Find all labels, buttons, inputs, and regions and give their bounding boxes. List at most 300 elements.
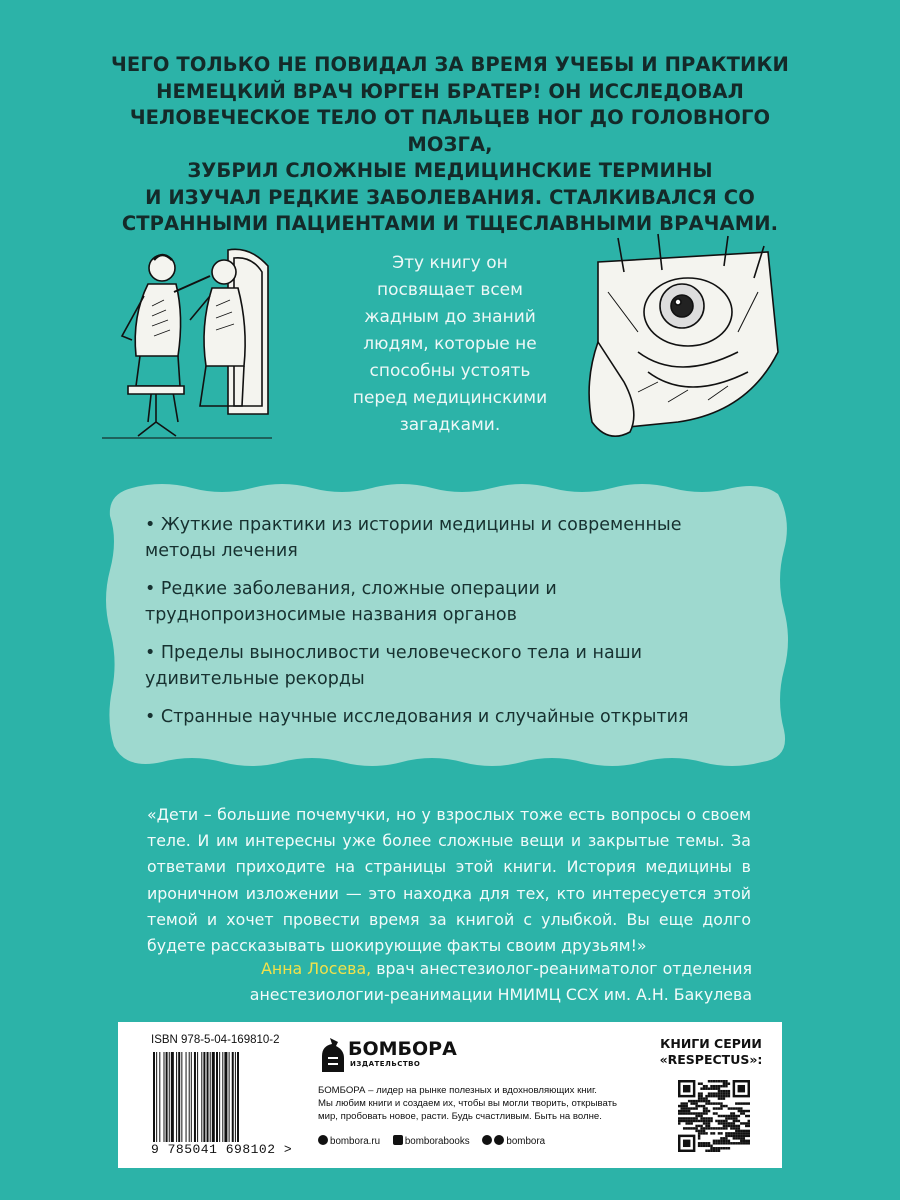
qr-module [708, 1087, 710, 1089]
social-vk-label: bomborabooks [404, 1136, 470, 1147]
qr-module [720, 1102, 722, 1104]
barcode-bar [159, 1052, 160, 1142]
author-name: Анна Лосева, [261, 959, 372, 978]
qr-module [705, 1107, 707, 1109]
qr-module [680, 1107, 682, 1109]
dedication-line: людям, которые не [363, 334, 537, 354]
qr-module [695, 1112, 697, 1114]
qr-module [705, 1150, 707, 1152]
qr-module [708, 1150, 710, 1152]
qr-module [720, 1142, 722, 1144]
qr-module [733, 1137, 735, 1139]
qr-module [678, 1112, 680, 1114]
qr-module [728, 1135, 730, 1137]
qr-module [725, 1127, 727, 1129]
qr-module [705, 1100, 707, 1102]
qr-module [678, 1105, 680, 1107]
qr-module [700, 1120, 702, 1122]
list-item-line: • Пределы выносливости человеческого тела и наши [145, 643, 643, 663]
list-item-line: • Жуткие практики из истории медицины и современные [145, 515, 682, 535]
qr-module [708, 1110, 710, 1112]
qr-module [683, 1127, 685, 1129]
qr-module [738, 1107, 740, 1109]
qr-module [715, 1147, 717, 1149]
qr-module [703, 1145, 705, 1147]
qr-module [710, 1132, 712, 1134]
qr-module [730, 1112, 732, 1114]
list-item-line: • Редкие заболевания, сложные операции и [145, 579, 557, 599]
qr-module [710, 1120, 712, 1122]
qr-module [713, 1112, 715, 1114]
qr-module [688, 1112, 690, 1114]
qr-module [715, 1120, 717, 1122]
qr-module [710, 1117, 712, 1119]
headline-line: НЕМЕЦКИЙ ВРАЧ ЮРГЕН БРАТЕР! ОН ИССЛЕДОВАЛ [156, 79, 744, 103]
social-telegram[interactable] [482, 1136, 545, 1147]
qr-module [718, 1087, 720, 1089]
qr-module [745, 1102, 747, 1104]
vk-icon [393, 1135, 403, 1145]
barcode-bar [189, 1052, 190, 1142]
qr-module [740, 1142, 742, 1144]
qr-module [725, 1092, 727, 1094]
qr-module [690, 1100, 692, 1102]
qr-module [738, 1130, 740, 1132]
qr-module [703, 1117, 705, 1119]
qr-module [685, 1102, 687, 1104]
quote-line: ироничном изложении — это находка для тех, кто интересуется этой [147, 883, 751, 903]
qr-module [723, 1085, 725, 1087]
qr-module [738, 1115, 740, 1117]
qr-module [710, 1085, 712, 1087]
qr-module [723, 1105, 725, 1107]
qr-module [710, 1095, 712, 1097]
qr-module [728, 1095, 730, 1097]
qr-module [735, 1125, 737, 1127]
bombora-logo-icon [318, 1036, 348, 1076]
qr-module [738, 1142, 740, 1144]
qr-module [725, 1140, 727, 1142]
qr-module [733, 1122, 735, 1124]
qr-module [710, 1102, 712, 1104]
headline [110, 52, 790, 238]
qr-module [725, 1082, 727, 1084]
qr-module [720, 1097, 722, 1099]
qr-module [740, 1130, 742, 1132]
qr-module [678, 1117, 680, 1119]
list-item [145, 640, 765, 692]
qr-module [748, 1142, 750, 1144]
qr-module [745, 1140, 747, 1142]
qr-module [685, 1112, 687, 1114]
qr-module [743, 1137, 745, 1139]
qr-module [713, 1087, 715, 1089]
qr-module [725, 1085, 727, 1087]
qr-module [683, 1112, 685, 1114]
qr-module [698, 1095, 700, 1097]
qr-module [705, 1087, 707, 1089]
qr-module [740, 1140, 742, 1142]
social-web[interactable] [318, 1136, 380, 1147]
qr-module [693, 1117, 695, 1119]
qr-module [713, 1102, 715, 1104]
qr-module [740, 1122, 742, 1124]
qr-module [735, 1115, 737, 1117]
qr-module [708, 1080, 710, 1082]
qr-module [703, 1142, 705, 1144]
qr-module [720, 1115, 722, 1117]
qr-module [720, 1122, 722, 1124]
qr-module [698, 1092, 700, 1094]
qr-module [720, 1095, 722, 1097]
qr-module [683, 1110, 685, 1112]
qr-module [720, 1127, 722, 1129]
qr-module [690, 1107, 692, 1109]
qr-module [728, 1117, 730, 1119]
telegram-icon [494, 1135, 504, 1145]
qr-module [705, 1095, 707, 1097]
social-web-label: bombora.ru [330, 1136, 381, 1147]
qr-module [718, 1142, 720, 1144]
qr-module [695, 1130, 697, 1132]
qr-module [738, 1120, 740, 1122]
qr-module [695, 1125, 697, 1127]
barcode-bar [166, 1052, 168, 1142]
qr-module [715, 1080, 717, 1082]
qr-module [708, 1102, 710, 1104]
qr-module [680, 1120, 682, 1122]
qr-module [723, 1097, 725, 1099]
qr-module [703, 1100, 705, 1102]
qr-module [700, 1092, 702, 1094]
qr-module [738, 1132, 740, 1134]
qr-module [713, 1132, 715, 1134]
qr-module [728, 1082, 730, 1084]
qr-module [678, 1122, 680, 1124]
qr-module [708, 1142, 710, 1144]
qr-module [745, 1110, 747, 1112]
qr-module [685, 1120, 687, 1122]
qr-module [725, 1125, 727, 1127]
qr-module [693, 1120, 695, 1122]
qr-module [708, 1145, 710, 1147]
barcode-bar [210, 1052, 211, 1142]
qr-module [680, 1105, 682, 1107]
qr-module [720, 1137, 722, 1139]
qr-module [740, 1107, 742, 1109]
qr-module [723, 1147, 725, 1149]
social-vk[interactable] [393, 1136, 470, 1147]
barcode-bar [171, 1052, 174, 1142]
qr-module [725, 1120, 727, 1122]
qr-module [698, 1082, 700, 1084]
qr-module [733, 1120, 735, 1122]
qr-module [738, 1135, 740, 1137]
qr-module [723, 1137, 725, 1139]
qr-module [740, 1135, 742, 1137]
qr-module [735, 1135, 737, 1137]
qr-module [705, 1085, 707, 1087]
qr-module [718, 1150, 720, 1152]
footer-panel [118, 1022, 782, 1168]
qr-module [725, 1132, 727, 1134]
qr-module [698, 1112, 700, 1114]
qr-module [733, 1115, 735, 1117]
qr-module [725, 1142, 727, 1144]
qr-module [690, 1122, 692, 1124]
youtube-icon [482, 1135, 492, 1145]
qr-module [748, 1135, 750, 1137]
qr-module [743, 1132, 745, 1134]
quote-line: теле. И им интересны уже более сложные вещи и закрытые темы. За [147, 831, 751, 851]
qr-module [700, 1105, 702, 1107]
qr-module [745, 1130, 747, 1132]
qr-module [733, 1125, 735, 1127]
publisher-line: БОМБОРА – лидер на рынке полезных и вдохновляющих книг. [318, 1085, 597, 1096]
qr-module [735, 1142, 737, 1144]
qr-module [708, 1117, 710, 1119]
barcode-icon [151, 1052, 301, 1144]
qr-module [725, 1090, 727, 1092]
qr-module [700, 1087, 702, 1089]
list-item [145, 576, 765, 628]
qr-module [683, 1120, 685, 1122]
qr-module [700, 1142, 702, 1144]
qr-module [695, 1100, 697, 1102]
barcode-bar [212, 1052, 215, 1142]
qr-module [718, 1127, 720, 1129]
qr-module [730, 1142, 732, 1144]
qr-module [688, 1122, 690, 1124]
qr-module [735, 1137, 737, 1139]
qr-module [720, 1132, 722, 1134]
qr-module [745, 1122, 747, 1124]
publisher-logo-sub: ИЗДАТЕЛЬСТВО [350, 1060, 421, 1068]
publisher-line: Мы любим книги и создаем их, чтобы вы могли творить, открывать [318, 1098, 617, 1109]
qr-module [718, 1107, 720, 1109]
qr-module [725, 1147, 727, 1149]
qr-module [733, 1127, 735, 1129]
qr-module [725, 1137, 727, 1139]
qr-module [683, 1140, 690, 1147]
qr-module [725, 1115, 727, 1117]
qr-module [728, 1132, 730, 1134]
barcode-bar [237, 1052, 239, 1142]
doctor-illustration-icon [92, 236, 282, 446]
qr-module [723, 1140, 725, 1142]
qr-module [718, 1115, 720, 1117]
headline-line: И ИЗУЧАЛ РЕДКИЕ ЗАБОЛЕВАНИЯ. СТАЛКИВАЛСЯ СО [145, 185, 755, 209]
qr-module [685, 1110, 687, 1112]
qr-module [713, 1080, 715, 1082]
qr-module [748, 1140, 750, 1142]
qr-module [725, 1117, 727, 1119]
qr-module [720, 1090, 722, 1092]
qr-module [720, 1107, 722, 1109]
qr-module [678, 1110, 680, 1112]
qr-module [705, 1125, 707, 1127]
qr-module [683, 1085, 690, 1092]
dedication-line: перед медицинскими [352, 388, 548, 408]
qr-module [723, 1127, 725, 1129]
qr-module [683, 1107, 685, 1109]
qr-module [710, 1127, 712, 1129]
barcode-bar [186, 1052, 187, 1142]
qr-module [700, 1125, 702, 1127]
barcode-digits: 9 785041 698102 > [151, 1142, 293, 1157]
qr-module [738, 1102, 740, 1104]
qr-module [728, 1115, 730, 1117]
qr-module [738, 1127, 740, 1129]
qr-module [720, 1080, 722, 1082]
qr-module [725, 1080, 727, 1082]
qr-module [713, 1142, 715, 1144]
qr-module [683, 1105, 685, 1107]
qr-module [723, 1080, 725, 1082]
qr-module [705, 1117, 707, 1119]
qr-module [748, 1120, 750, 1122]
qr-module [745, 1115, 747, 1117]
qr-module [705, 1145, 707, 1147]
anatomical-eye-icon [578, 232, 788, 450]
qr-module [690, 1102, 692, 1104]
features-list [145, 512, 765, 742]
qr-module [718, 1097, 720, 1099]
qr-module [748, 1122, 750, 1124]
qr-module [723, 1082, 725, 1084]
qr-module [703, 1120, 705, 1122]
qr-module [710, 1080, 712, 1082]
list-item-line: труднопроизносимые названия органов [145, 605, 517, 625]
qr-module [720, 1120, 722, 1122]
qr-module [683, 1117, 685, 1119]
qr-module [748, 1125, 750, 1127]
author-row [200, 956, 752, 982]
qr-module [688, 1100, 690, 1102]
qr-module [695, 1127, 697, 1129]
barcode-bar [181, 1052, 182, 1142]
dedication-line: жадным до знаний [364, 307, 536, 327]
barcode-bar [229, 1052, 230, 1142]
qr-module [728, 1140, 730, 1142]
headline-line: ЗУБРИЛ СЛОЖНЫЕ МЕДИЦИНСКИЕ ТЕРМИНЫ [187, 159, 713, 182]
qr-module [735, 1120, 737, 1122]
dedication-text [350, 250, 550, 439]
barcode-bar [222, 1052, 223, 1142]
barcode-bar [164, 1052, 165, 1142]
qr-module [713, 1095, 715, 1097]
qr-module [695, 1117, 697, 1119]
series-title [646, 1036, 776, 1068]
qr-module [708, 1120, 710, 1122]
qr-module [728, 1122, 730, 1124]
qr-module [725, 1135, 727, 1137]
qr-code-icon[interactable] [678, 1080, 750, 1152]
qr-module [705, 1127, 707, 1129]
quote-line: темой и хочет провести время за книгой с улыбкой. Вы еще долго [147, 909, 751, 929]
qr-module [688, 1110, 690, 1112]
author-role: врач анестезиолог-реаниматолог отделения [371, 959, 752, 978]
social-telegram-label: bombora [506, 1136, 546, 1147]
list-item [145, 512, 765, 564]
qr-module [705, 1097, 707, 1099]
dedication-line: загадками. [399, 415, 501, 435]
qr-module [718, 1090, 720, 1092]
qr-module [728, 1125, 730, 1127]
list-item-line: • Странные научные исследования и случайные открытия [145, 707, 689, 727]
qr-module [693, 1112, 695, 1114]
qr-module [683, 1102, 685, 1104]
qr-module [740, 1132, 742, 1134]
qr-module [695, 1105, 697, 1107]
qr-module [698, 1125, 700, 1127]
qr-module [738, 1110, 740, 1112]
qr-module [743, 1102, 745, 1104]
qr-module [700, 1130, 702, 1132]
qr-module [703, 1097, 705, 1099]
qr-module [708, 1092, 710, 1094]
qr-module [698, 1105, 700, 1107]
qr-module [715, 1142, 717, 1144]
qr-module [723, 1142, 725, 1144]
qr-module [698, 1137, 700, 1139]
dedication-line: посвящает всем [377, 280, 523, 300]
qr-module [733, 1107, 735, 1109]
qr-module [740, 1102, 742, 1104]
qr-module [713, 1147, 715, 1149]
qr-module [713, 1150, 715, 1152]
qr-module [748, 1102, 750, 1104]
barcode-bar [201, 1052, 202, 1142]
qr-module [730, 1117, 732, 1119]
qr-module [703, 1132, 705, 1134]
qr-module [685, 1117, 687, 1119]
qr-module [740, 1110, 742, 1112]
qr-module [698, 1130, 700, 1132]
qr-module [730, 1125, 732, 1127]
qr-module [735, 1107, 737, 1109]
qr-module [723, 1115, 725, 1117]
qr-module [715, 1102, 717, 1104]
quote-author [200, 956, 752, 1008]
qr-module [720, 1147, 722, 1149]
barcode-bar [197, 1052, 198, 1142]
qr-module [713, 1140, 715, 1142]
qr-module [740, 1112, 742, 1114]
qr-module [735, 1130, 737, 1132]
qr-module [703, 1107, 705, 1109]
qr-module [748, 1115, 750, 1117]
qr-module [738, 1137, 740, 1139]
qr-module [745, 1132, 747, 1134]
qr-module [733, 1132, 735, 1134]
list-item [145, 704, 765, 730]
barcode-bar [169, 1052, 170, 1142]
barcode-bar [232, 1052, 234, 1142]
qr-module [718, 1102, 720, 1104]
qr-module [690, 1112, 692, 1114]
qr-module [690, 1120, 692, 1122]
qr-module [708, 1127, 710, 1129]
headline-line: СТРАННЫМИ ПАЦИЕНТАМИ И ТЩЕСЛАВНЫМИ ВРАЧАМИ. [121, 212, 779, 235]
qr-module [703, 1130, 705, 1132]
qr-module [690, 1127, 692, 1129]
qr-module [718, 1147, 720, 1149]
qr-module [730, 1135, 732, 1137]
headline-line: ЧЕГО ТОЛЬКО НЕ ПОВИДАЛ ЗА ВРЕМЯ УЧЕБЫ И ПРАКТИКИ [111, 53, 789, 76]
dedication-line: способны устоять [369, 361, 531, 381]
qr-module [703, 1122, 705, 1124]
